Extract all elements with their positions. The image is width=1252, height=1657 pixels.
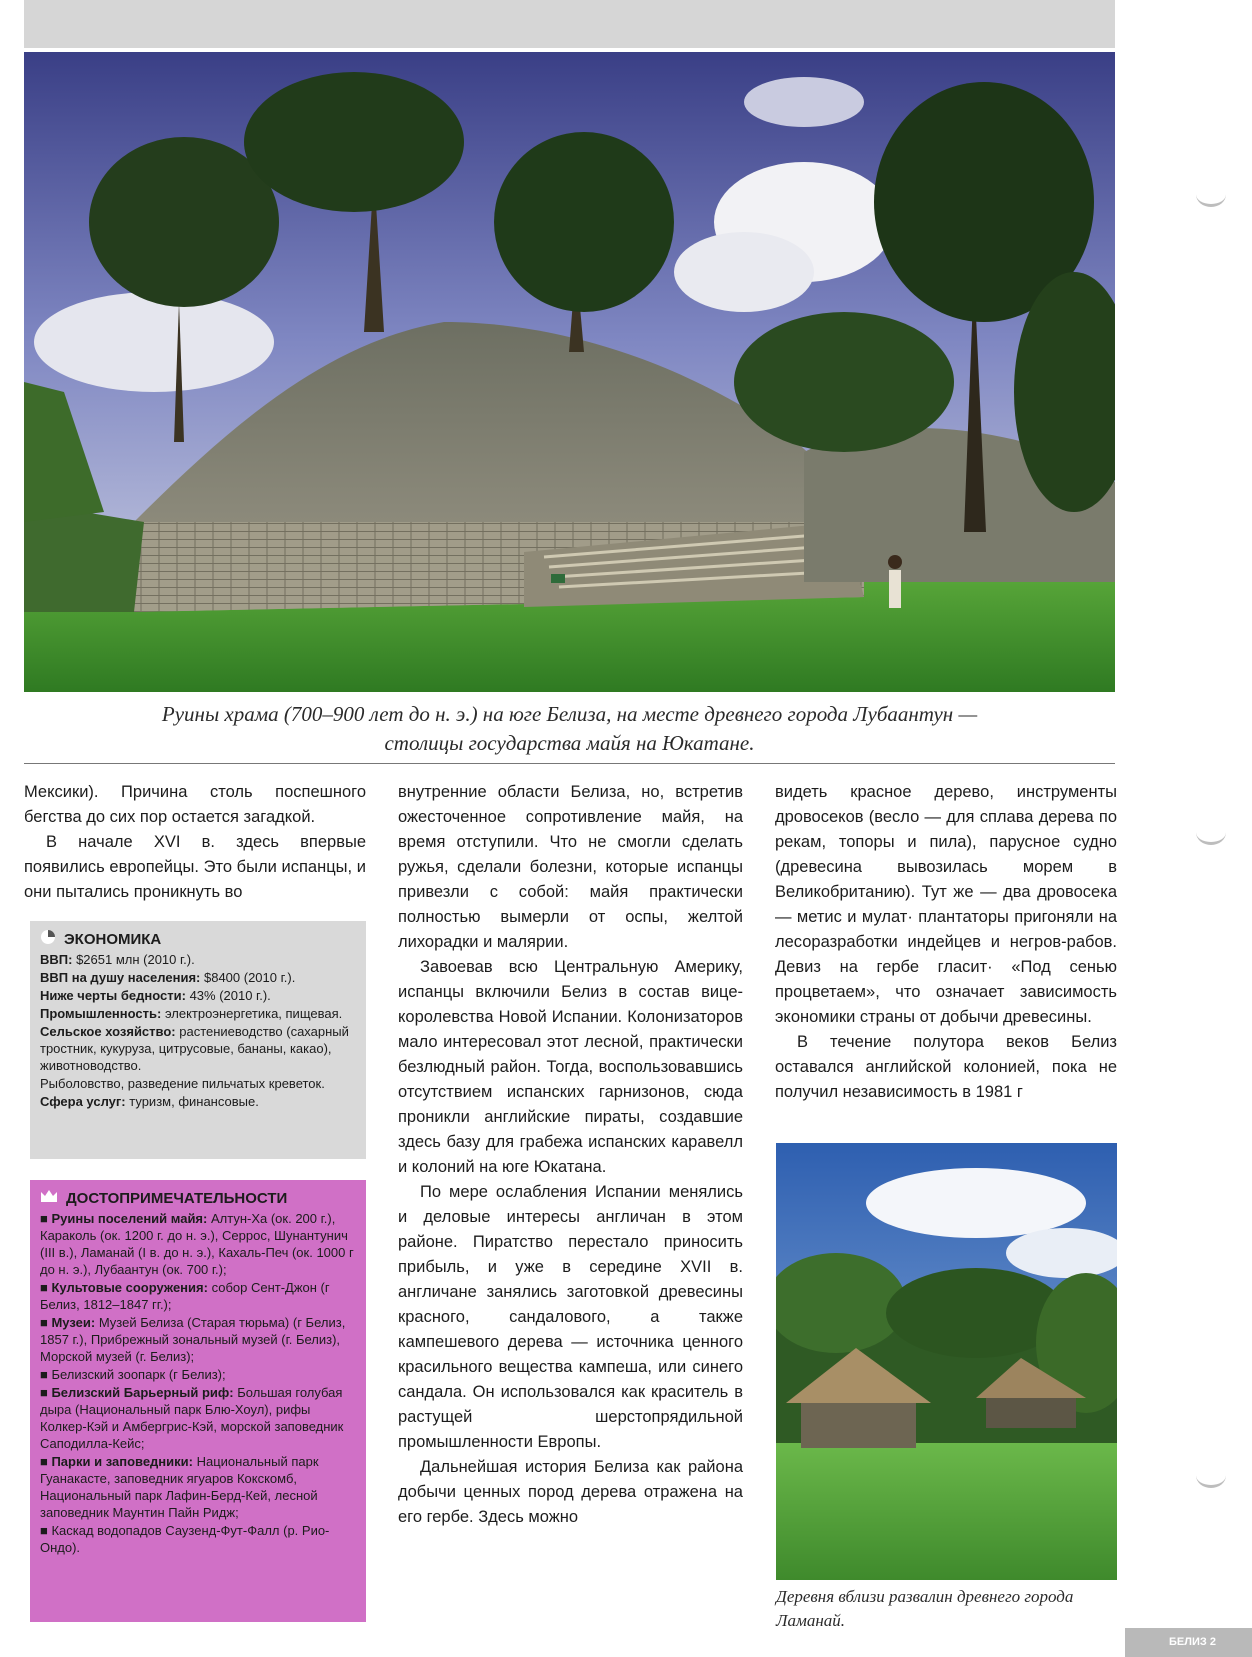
economy-row: Промышленность: электроэнергетика, пищевая. — [40, 1006, 343, 1021]
paragraph: В начале XVI в. здесь впервые появились европейцы. Это были испанцы, и они пытались проникнуть во — [24, 833, 366, 901]
village-photo-caption: Деревня вблизи развалин древнего города Ламанай. — [776, 1587, 1074, 1630]
sight-row: ■ Музеи: Музей Белиза (Старая тюрьма) (г Белиз, 1857 г.), Прибрежный зональный музей (г. Белиз), Морской музей (г. Белиз); — [40, 1315, 346, 1364]
sights-title: ДОСТОПРИМЕЧАТЕЛЬНОСТИ — [66, 1189, 288, 1207]
text-column-2 — [398, 780, 743, 1530]
economy-box — [30, 921, 366, 1159]
paragraph: В течение полутора веков Белиз оставался английской колонией, пока не получил независимость в 1981 г — [775, 1033, 1117, 1101]
sight-row: ■ Руины поселений майя: Алтун-Ха (ок. 200 г.), Караколь (ок. 1200 г. до н. э.), Серрос, Шунантунич (III в.), Ламанай (I в. до н. э.), Кахаль-Печ (ок. 1000 г до н. э.), Лубаантун (ок. 700 г.); — [40, 1211, 354, 1277]
economy-row: Рыболовство, разведение пильчатых креветок. — [40, 1076, 325, 1091]
caption-line-2: столицы государства майя на Юкатане. — [384, 731, 755, 755]
sight-row: ■ Каскад водопадов Саузенд-Фут-Фалл (р. Рио-Ондо). — [40, 1523, 330, 1555]
crown-icon — [40, 1188, 58, 1208]
text-column-1 — [24, 780, 366, 905]
sights-box — [30, 1180, 366, 1622]
binder-hole-mark — [1196, 182, 1226, 207]
village-photo — [776, 1143, 1117, 1580]
economy-row: Сельское хозяйство: растениеводство (сахарный тростник, кукуруза, цитрусовые, бананы, какао), животноводство. — [40, 1024, 349, 1073]
pie-chart-icon — [40, 929, 56, 949]
binder-hole-mark — [1196, 1463, 1226, 1488]
sight-row: ■ Парки и заповедники: Национальный парк Гуанакасте, заповедник ягуаров Кокскомб, Национальный парк Лафин-Берд-Кей, лесной заповедник Маунтин Пайн Ридж; — [40, 1454, 319, 1520]
binder-hole-mark — [1196, 820, 1226, 845]
caption-divider — [24, 763, 1115, 764]
main-photo-caption — [24, 700, 1115, 758]
economy-row: Ниже черты бедности: 43% (2010 г.). — [40, 988, 271, 1003]
paragraph: видеть красное дерево, инструменты дровосеков (весло — для сплава дерева по рекам, топоры и пила), парусное судно (древесина вывозилась морем в Великобританию). Тут же — два дровосека — метис и мулат· плантаторы пригоняли на лесоразработки индейцев и негров-рабов. Девиз на гербе гласит· «Под сенью процветаем», что означает зависимость экономики страны от добычи древесины. — [775, 783, 1117, 1026]
sight-row: ■ Культовые сооружения: собор Сент-Джон (г Белиз, 1812–1847 гг.); — [40, 1280, 330, 1312]
text-column-3 — [775, 780, 1117, 1105]
temple-ruins-photo — [24, 52, 1115, 692]
paragraph: внутренние области Белиза, но, встретив ожесточенное сопротивление майя, на время отступили. Что не смогли сделать ружья, сделали болезни, которые испанцы привезли с собой: майя практически полностью вымерли от оспы, желтой лихорадки и малярии. — [398, 783, 743, 951]
economy-row: ВВП на душу населения: $8400 (2010 г.). — [40, 970, 296, 985]
paragraph: Завоевав всю Центральную Америку, испанцы включили Белиз в состав вице-королевства Новой Испании. Колонизаторов мало интересовал этот лесной, практически безлюдный район. Тогда, воспользовавшись отсутствием испанских гарнизонов, сюда проникли английские пираты, создавшие здесь базу для грабежа испанских каравелл и колоний на юге Юкатана. — [398, 958, 743, 1176]
economy-title: ЭКОНОМИКА — [64, 930, 162, 948]
paragraph: Мексики). Причина столь поспешного бегства до сих пор остается загадкой. — [24, 783, 366, 826]
sight-row: ■ Белизский Барьерный риф: Большая голубая дыра (Национальный парк Блю-Хоул), рифы Колкер-Кэй и Амбергрис-Кэй, морской заповедник Саподилла-Кейс; — [40, 1385, 344, 1451]
paragraph: Дальнейшая история Белиза как района добычи ценных пород дерева отражена на его гербе. Здесь можно — [398, 1458, 743, 1526]
paragraph: По мере ослабления Испании менялись и деловые интересы англичан в этом районе. Пиратство перестало приносить прибыль, и уже в середине XVII в. англичане занялись заготовкой древесины красного, сандалового, а также кампешевого дерева — источника ценного красильного вещества кампеша, или синего сандала. Он использовался как краситель в растущей шерстопрядильной промышленности Европы. — [398, 1183, 743, 1451]
top-gray-band — [24, 0, 1115, 48]
caption-line-1: Руины храма (700–900 лет до н. э.) на юге Белиза, на месте древнего города Лубаантун — — [161, 702, 978, 726]
page-folio: БЕЛИЗ 2 — [1125, 1628, 1252, 1657]
economy-row: ВВП: $2651 млн (2010 г.). — [40, 952, 195, 967]
economy-row: Сфера услуг: туризм, финансовые. — [40, 1094, 259, 1109]
sight-row: ■ Белизский зоопарк (г Белиз); — [40, 1367, 226, 1382]
